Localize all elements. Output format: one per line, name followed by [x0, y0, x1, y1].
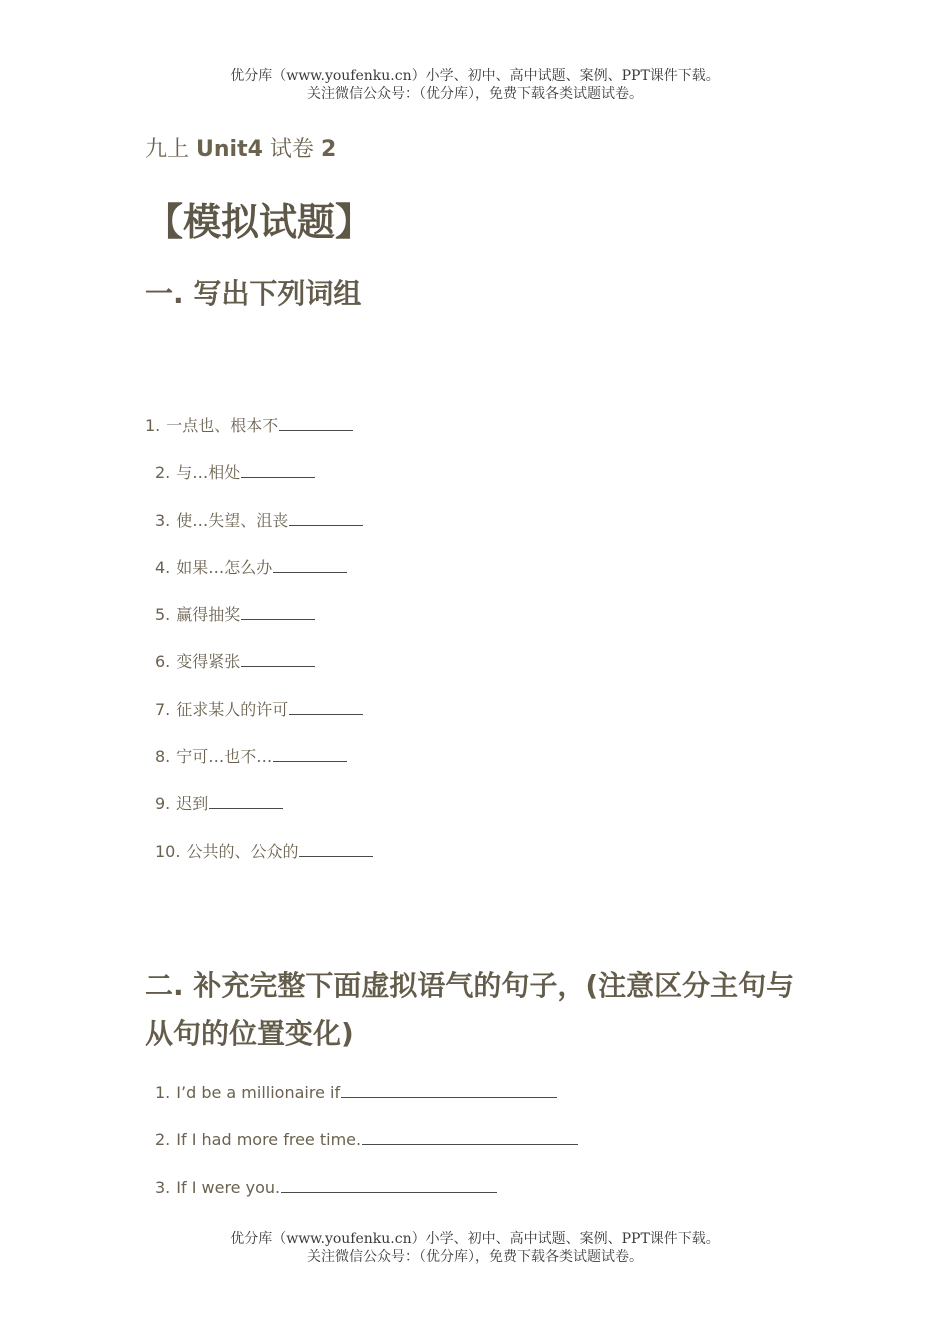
header-line-1: 优分库（www.youfenku.cn）小学、初中、高中试题、案例、PPT课件下载。: [230, 68, 720, 84]
answer-blank[interactable]: [362, 1128, 578, 1145]
answer-blank[interactable]: [241, 650, 315, 667]
footer-line-2: 关注微信公众号：（优分库），免费下载各类试题试卷。: [307, 1249, 643, 1265]
item-number: 7.: [155, 699, 171, 719]
section-2-list: [155, 1081, 578, 1223]
answer-blank[interactable]: [209, 792, 283, 809]
section-1-list: [145, 414, 373, 887]
list-item: [145, 603, 373, 650]
item-text: 一点也、根本不: [166, 416, 279, 435]
item-text: 宁可…也不…: [176, 747, 273, 767]
list-item: [145, 840, 373, 887]
item-number: 10.: [155, 841, 181, 861]
list-item: [145, 414, 373, 461]
item-text: 迟到: [176, 794, 209, 814]
item-text: If I were you.: [176, 1177, 281, 1197]
item-text: 使…失望、沮丧: [176, 510, 289, 530]
item-number: 8.: [155, 747, 171, 767]
list-item: [145, 461, 373, 508]
list-item: [145, 792, 373, 839]
item-text: If I had more free time.: [176, 1130, 362, 1150]
answer-blank[interactable]: [299, 840, 373, 857]
item-text: 与…相处: [176, 463, 241, 483]
list-item: [145, 509, 373, 556]
item-number: 2.: [155, 1130, 171, 1150]
answer-blank[interactable]: [289, 509, 363, 526]
item-text: 公共的、公众的: [186, 841, 299, 861]
title-number: 2: [320, 137, 337, 162]
item-number: 1.: [155, 1083, 171, 1102]
list-item: [145, 650, 373, 697]
list-item: [155, 1128, 578, 1175]
item-number: 3.: [155, 1177, 171, 1197]
item-number: 3.: [155, 510, 171, 530]
item-text: I’d be a millionaire if: [176, 1083, 341, 1102]
list-item: [145, 745, 373, 792]
answer-blank[interactable]: [281, 1176, 497, 1193]
title-prefix: 九上: [145, 137, 190, 162]
main-heading: 【模拟试题】: [145, 200, 374, 244]
answer-blank[interactable]: [289, 698, 363, 715]
page-header: [0, 67, 950, 103]
item-number: 5.: [155, 605, 171, 625]
answer-blank[interactable]: [241, 603, 315, 620]
answer-blank[interactable]: [273, 556, 347, 573]
item-number: 4.: [155, 557, 171, 577]
answer-blank[interactable]: [241, 461, 315, 478]
item-text: 征求某人的许可: [176, 699, 289, 719]
item-text: 变得紧张: [176, 652, 241, 672]
list-item: [145, 556, 373, 603]
title-middle: 试卷: [269, 137, 314, 162]
list-item: [155, 1176, 578, 1223]
item-text: 如果…怎么办: [176, 557, 273, 577]
answer-blank[interactable]: [341, 1081, 557, 1098]
item-number: 2.: [155, 463, 171, 483]
page-footer: [0, 1230, 950, 1266]
title-unit: Unit4: [196, 137, 263, 162]
section-2-heading: 二. 补充完整下面虚拟语气的句子，(注意区分主句与从句的位置变化): [145, 969, 795, 1050]
section-1-heading: 一. 写出下列词组: [145, 277, 362, 310]
list-item: [145, 698, 373, 745]
footer-line-1: 优分库（www.youfenku.cn）小学、初中、高中试题、案例、PPT课件下载。: [230, 1231, 720, 1247]
item-number: 9.: [155, 794, 171, 814]
list-item: [155, 1081, 578, 1128]
item-number: 1.: [145, 416, 161, 435]
document-title: [145, 135, 336, 165]
answer-blank[interactable]: [273, 745, 347, 762]
answer-blank[interactable]: [279, 414, 353, 431]
header-line-2: 关注微信公众号：（优分库），免费下载各类试题试卷。: [307, 86, 643, 102]
item-text: 赢得抽奖: [176, 605, 241, 625]
item-number: 6.: [155, 652, 171, 672]
